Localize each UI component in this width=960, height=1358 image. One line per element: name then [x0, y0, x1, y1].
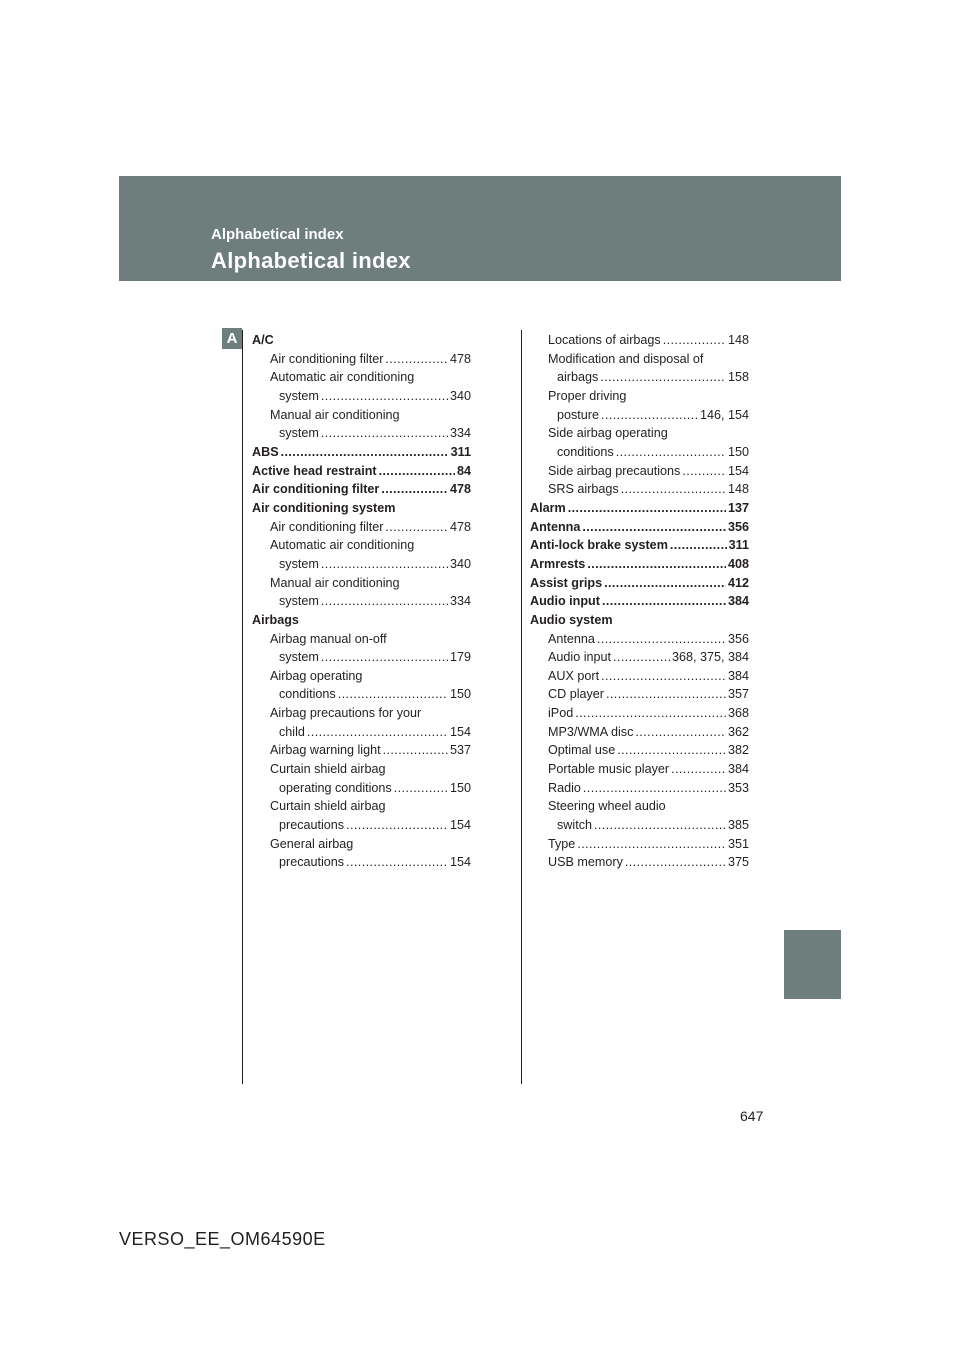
dot-leader: [663, 331, 726, 350]
index-entry-term: precautions: [279, 818, 345, 833]
index-entry-page[interactable]: 154: [727, 463, 749, 478]
index-entry-page[interactable]: 150: [727, 444, 749, 459]
index-entry: [530, 667, 749, 686]
dot-leader: [338, 685, 448, 704]
index-entry: [252, 611, 471, 630]
index-entry-term: Active head restraint: [252, 463, 377, 478]
index-entry-page[interactable]: 179: [449, 650, 471, 665]
index-entry-term: AUX port: [548, 668, 600, 683]
dot-leader: [307, 723, 448, 742]
dot-leader: [617, 741, 726, 760]
index-entry-page[interactable]: 412: [727, 575, 749, 590]
dot-leader: [321, 592, 448, 611]
index-entry-term: posture: [557, 407, 600, 422]
index-entry-page[interactable]: 154: [449, 855, 471, 870]
dot-leader: [321, 387, 448, 406]
index-entry: [252, 816, 471, 835]
index-entry-term: Air conditioning filter: [252, 482, 380, 497]
index-entry: [530, 611, 749, 630]
index-entry-term: CD player: [548, 687, 604, 702]
dot-leader: [394, 779, 448, 798]
index-entry-term: Audio input: [548, 650, 612, 665]
index-entry-page[interactable]: 478: [449, 519, 471, 534]
index-entry-term: Side airbag operating: [548, 426, 668, 441]
index-entry-page[interactable]: 150: [449, 780, 471, 795]
center-column-rule: [521, 330, 522, 1084]
dot-leader: [346, 853, 448, 872]
dot-leader: [346, 816, 448, 835]
index-entry: [530, 536, 749, 555]
index-entry-term: Antenna: [548, 631, 595, 646]
index-entry: [530, 387, 749, 406]
page-title: Alphabetical index: [211, 248, 411, 273]
index-letter-tab: A: [222, 328, 242, 349]
dot-leader: [600, 368, 726, 387]
index-entry-term: Automatic air conditioning: [270, 370, 415, 385]
index-entry: [252, 667, 471, 686]
index-entry: [530, 518, 749, 537]
index-entry-page[interactable]: 368: [727, 706, 749, 721]
index-entry: [252, 518, 471, 537]
section-header: [119, 176, 841, 281]
index-entry: [252, 536, 471, 555]
index-entry-page[interactable]: 478: [449, 351, 471, 366]
index-entry: [530, 685, 749, 704]
index-entry: [252, 443, 471, 462]
index-entry-term: Airbag manual on-off: [270, 631, 387, 646]
index-entry: [530, 741, 749, 760]
index-entry: [530, 462, 749, 481]
index-entry-page[interactable]: 351: [727, 836, 749, 851]
dot-leader: [321, 555, 448, 574]
index-entry-page[interactable]: 385: [727, 818, 749, 833]
index-entry: [252, 685, 471, 704]
index-entry-term: Portable music player: [548, 762, 670, 777]
index-entry-term: iPod: [548, 706, 574, 721]
index-entry-term: ABS: [252, 444, 279, 459]
index-entry-term: precautions: [279, 855, 345, 870]
dot-leader: [613, 648, 670, 667]
index-entry-term: A/C: [252, 333, 274, 347]
index-entry-page[interactable]: 158: [727, 370, 749, 385]
index-entry-term: Armrests: [530, 556, 586, 571]
index-entry-page[interactable]: 384: [727, 668, 749, 683]
index-entry-page[interactable]: 356: [727, 519, 749, 534]
index-entry-page[interactable]: 408: [727, 556, 749, 571]
dot-leader: [281, 443, 449, 462]
dot-leader: [670, 536, 727, 555]
index-entry: [252, 779, 471, 798]
index-entry-term: Locations of airbags: [548, 333, 661, 347]
dot-leader: [575, 704, 726, 723]
index-entry-page[interactable]: 368, 375, 384: [671, 650, 749, 665]
index-entry-page[interactable]: 382: [727, 743, 749, 758]
index-entry-page[interactable]: 137: [727, 500, 749, 515]
index-entry-term: system: [279, 556, 319, 571]
index-entry-page[interactable]: 148: [727, 482, 749, 497]
index-entry-page[interactable]: 334: [449, 594, 471, 609]
index-entry-term: Manual air conditioning: [270, 575, 400, 590]
index-entry: [530, 480, 749, 499]
index-entry-term: Audio input: [530, 594, 600, 609]
index-entry: [252, 741, 471, 760]
index-entry-page[interactable]: 154: [449, 724, 471, 739]
dot-leader: [379, 462, 455, 481]
index-entry-page[interactable]: 375: [727, 855, 749, 870]
dot-leader: [582, 518, 726, 537]
dot-leader: [594, 816, 726, 835]
index-entry-term: Anti-lock brake system: [530, 538, 668, 553]
index-entry: [530, 350, 749, 369]
index-entry-term: Assist grips: [530, 575, 603, 590]
index-entry: [530, 797, 749, 816]
index-entry-term: MP3/WMA disc: [548, 724, 634, 739]
index-entry-page[interactable]: 353: [727, 780, 749, 795]
index-entry-term: Airbag operating: [270, 668, 363, 683]
index-entry-page[interactable]: 148: [727, 333, 749, 347]
index-entry-term: Alarm: [530, 500, 566, 515]
index-entry: [252, 797, 471, 816]
index-entry-page[interactable]: 334: [449, 426, 471, 441]
dot-leader: [601, 406, 698, 425]
index-entry: [252, 555, 471, 574]
index-entry-page[interactable]: 356: [727, 631, 749, 646]
dot-leader: [625, 853, 726, 872]
index-entry-term: Modification and disposal of: [548, 351, 704, 366]
index-entry: [252, 574, 471, 593]
index-entry: [252, 499, 471, 518]
document-id: VERSO_EE_OM64590E: [119, 1229, 326, 1249]
dot-leader: [616, 443, 726, 462]
index-entry-term: airbags: [557, 370, 599, 385]
index-entry-page[interactable]: 537: [449, 743, 471, 758]
index-entry-term: conditions: [279, 687, 336, 702]
index-entry: [530, 368, 749, 387]
index-entry: [252, 462, 471, 481]
dot-leader: [682, 462, 726, 481]
index-entry-term: Curtain shield airbag: [270, 799, 386, 814]
index-entry: [252, 760, 471, 779]
index-entry-term: Airbag precautions for your: [270, 706, 422, 721]
dot-leader: [321, 648, 448, 667]
dot-leader: [635, 723, 726, 742]
index-entry-term: system: [279, 594, 319, 609]
index-entry-term: General airbag: [270, 836, 354, 851]
index-entry: [530, 648, 749, 667]
index-entry: [252, 592, 471, 611]
left-column-rule: [242, 330, 243, 1084]
index-entry-term: Steering wheel audio: [548, 799, 666, 814]
index-entry: [252, 723, 471, 742]
index-entry: [530, 499, 749, 518]
index-entry-page[interactable]: 362: [727, 724, 749, 739]
index-entry: [530, 555, 749, 574]
dot-leader: [671, 760, 726, 779]
index-entry: [252, 630, 471, 649]
index-entry: [530, 835, 749, 854]
index-entry: [530, 816, 749, 835]
index-entry: [252, 387, 471, 406]
index-entry-term: SRS airbags: [548, 482, 619, 497]
dot-leader: [381, 480, 448, 499]
index-entry-page[interactable]: 478: [449, 482, 471, 497]
index-entry-term: Type: [548, 836, 576, 851]
index-entry-term: Curtain shield airbag: [270, 762, 386, 777]
index-entry-term: Airbag warning light: [270, 743, 381, 758]
index-entry: [252, 480, 471, 499]
section-breadcrumb: Alphabetical index: [211, 226, 344, 243]
index-entry: [530, 424, 749, 443]
dot-leader: [385, 350, 448, 369]
index-entry-term: Audio system: [530, 612, 613, 627]
index-entry-term: system: [279, 426, 319, 441]
dot-leader: [583, 779, 726, 798]
dot-leader: [385, 518, 448, 537]
index-entry: [530, 723, 749, 742]
index-entry-term: Radio: [548, 780, 581, 795]
index-entry: [530, 853, 749, 872]
index-entry-term: operating conditions: [279, 780, 392, 795]
dot-leader: [577, 835, 726, 854]
index-entry: [530, 574, 749, 593]
index-entry-page[interactable]: 146, 154: [699, 407, 749, 422]
page-number: 647: [740, 1108, 764, 1124]
index-entry-term: Manual air conditioning: [270, 407, 400, 422]
index-entry-term: Side airbag precautions: [548, 463, 681, 478]
index-entry: [530, 406, 749, 425]
index-entry-term: Antenna: [530, 519, 581, 534]
index-entry-page[interactable]: 357: [727, 687, 749, 702]
index-entry-page[interactable]: 154: [449, 818, 471, 833]
index-entry-page[interactable]: 384: [727, 594, 749, 609]
dot-leader: [597, 630, 726, 649]
dot-leader: [383, 741, 448, 760]
index-entry-term: system: [279, 388, 319, 403]
index-entry: [252, 424, 471, 443]
dot-leader: [604, 574, 726, 593]
index-entry: [530, 443, 749, 462]
index-entry: [530, 630, 749, 649]
index-entry-term: conditions: [557, 444, 614, 459]
dot-leader: [587, 555, 726, 574]
thumb-index-tab: [784, 930, 841, 999]
index-entry: [530, 331, 749, 350]
index-column-left: [252, 331, 471, 872]
index-entry: [530, 779, 749, 798]
index-entry: [252, 853, 471, 872]
index-entry-term: child: [279, 724, 305, 739]
index-entry-term: system: [279, 650, 319, 665]
dot-leader: [321, 424, 448, 443]
index-entry: [252, 406, 471, 425]
index-entry: [530, 760, 749, 779]
index-entry: [530, 592, 749, 611]
dot-leader: [621, 480, 726, 499]
index-entry-page[interactable]: 150: [449, 687, 471, 702]
index-entry-term: Air conditioning system: [252, 500, 396, 515]
index-entry-term: USB memory: [548, 855, 623, 870]
index-entry-page[interactable]: 340: [449, 388, 471, 403]
index-entry: [252, 648, 471, 667]
index-entry-term: Optimal use: [548, 743, 616, 758]
index-entry-page[interactable]: 311: [450, 444, 471, 459]
dot-leader: [601, 667, 726, 686]
index-entry: [252, 350, 471, 369]
index-entry: [252, 835, 471, 854]
index-entry-term: Air conditioning filter: [270, 519, 384, 534]
index-entry: [252, 331, 471, 350]
index-entry: [252, 704, 471, 723]
index-entry-page[interactable]: 340: [449, 556, 471, 571]
index-entry-term: Airbags: [252, 612, 299, 627]
index-column-right: [530, 331, 749, 872]
index-entry: [252, 368, 471, 387]
dot-leader: [602, 592, 726, 611]
index-entry-term: switch: [557, 818, 592, 833]
index-entry-term: Automatic air conditioning: [270, 538, 415, 553]
dot-leader: [568, 499, 726, 518]
index-entry-term: Proper driving: [548, 388, 627, 403]
index-entry-page[interactable]: 384: [727, 762, 749, 777]
index-entry-page[interactable]: 84: [456, 463, 471, 478]
dot-leader: [606, 685, 726, 704]
index-entry-term: Air conditioning filter: [270, 351, 384, 366]
index-entry: [530, 704, 749, 723]
index-entry-page[interactable]: 311: [728, 538, 749, 553]
